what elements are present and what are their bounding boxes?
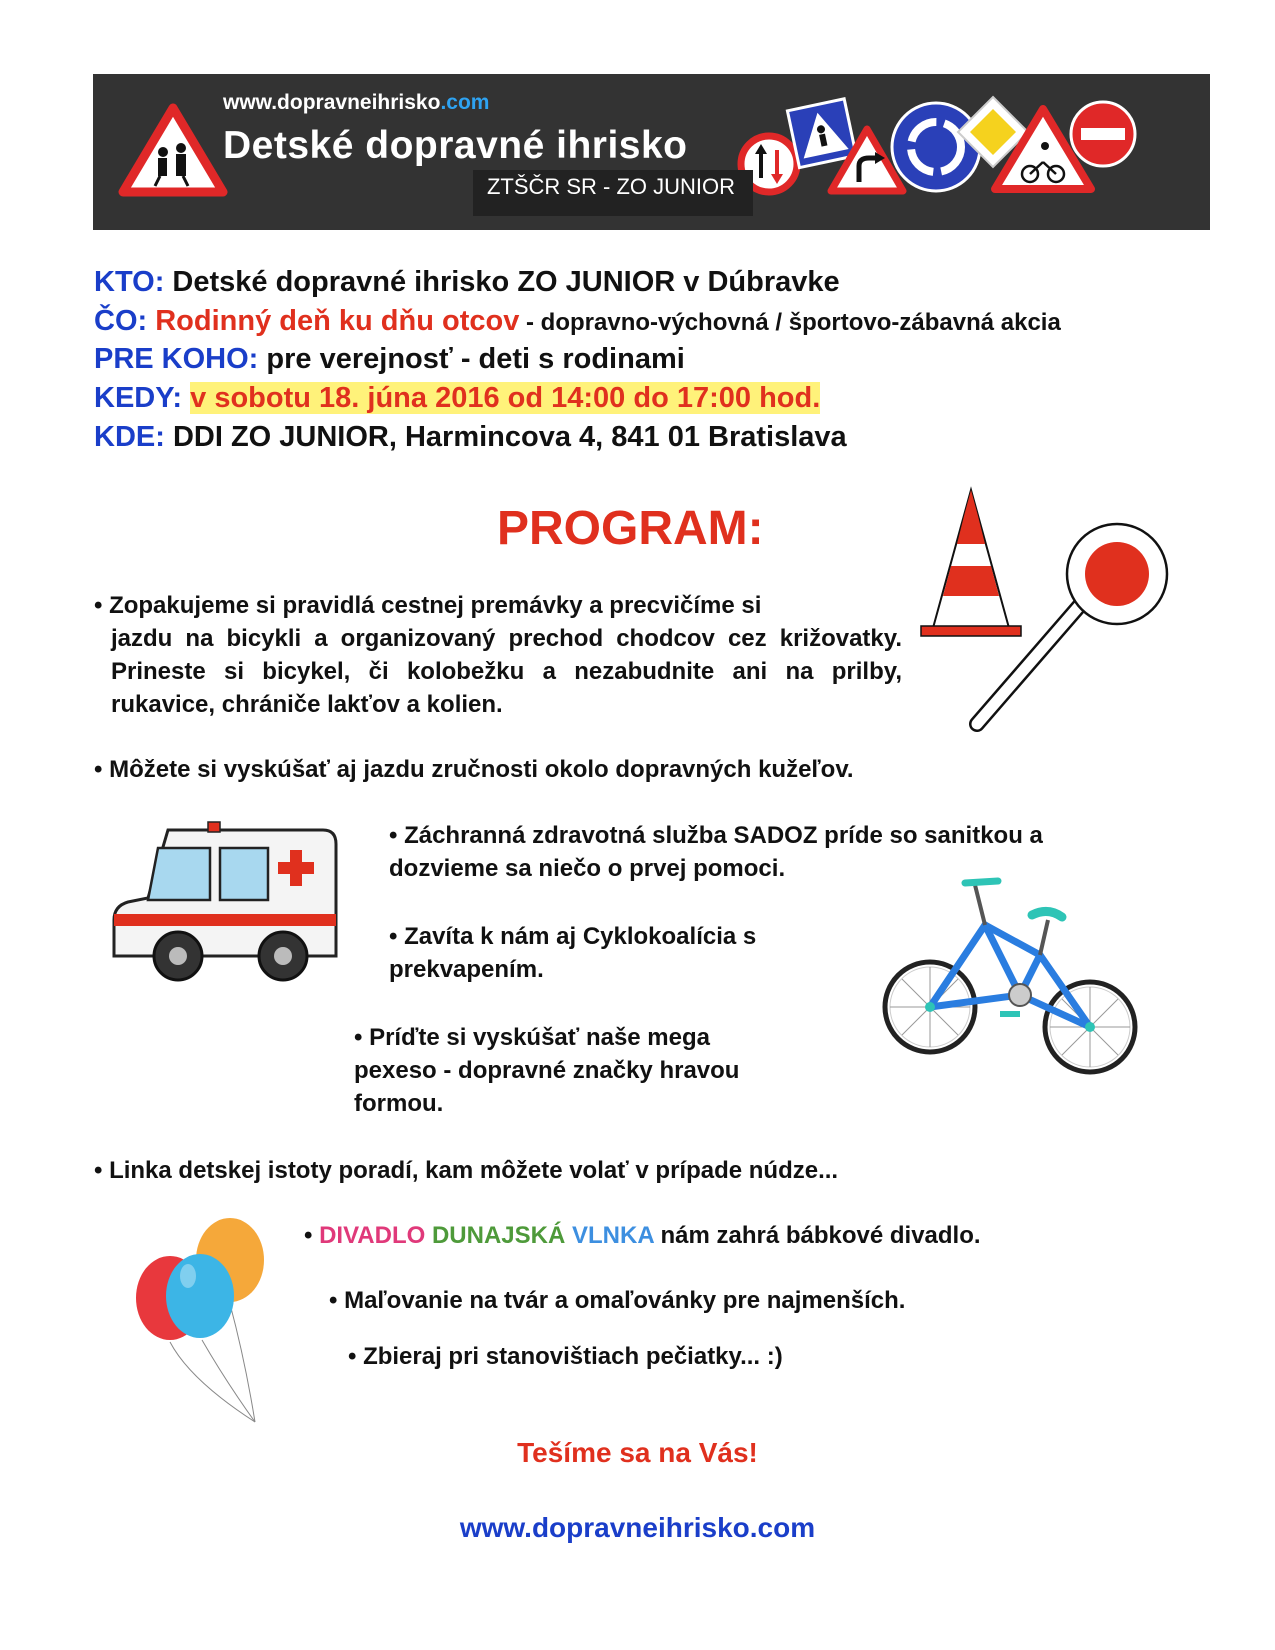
theatre-dunajska: DUNAJSKÁ <box>431 1222 566 1249</box>
kde-value: DDI ZO JUNIOR, Harmincova 4, 841 01 Bratislava <box>172 421 847 453</box>
ambulance-icon <box>108 820 348 986</box>
balloons-icon <box>130 1210 290 1430</box>
program-item-rules-line1: • Zopakujeme si pravidlá cestnej premávky a precvičíme si <box>94 592 762 619</box>
program-title: PROGRAM: <box>497 502 764 555</box>
co-label: ČO: <box>94 305 148 337</box>
pedestrian-crossing-sign-icon <box>787 99 856 168</box>
theatre-bullet: • <box>304 1222 320 1249</box>
theatre-rest: nám zahrá bábkové divadlo. <box>653 1222 981 1249</box>
info-pre-koho <box>94 343 685 376</box>
kto-value: Detské dopravné ihrisko ZO JUNIOR v Dúbravke <box>172 266 840 298</box>
info-co <box>94 305 1061 338</box>
co-extra: - dopravno-výchovná / športovo-zábavná akcia <box>519 309 1061 336</box>
kto-label: KTO: <box>94 266 165 298</box>
footer-url-link[interactable]: www.dopravneihrisko.com <box>459 1512 816 1543</box>
theatre-vlnka: VLNKA <box>572 1222 654 1249</box>
program-item-pexeso: • Príďte si vyskúšať naše mega pexeso - dopravné značky hravou formou. <box>354 1024 740 1117</box>
program-item-cyclokoalicia: • Zavíta k nám aj Cyklokoalícia s prekvapením. <box>389 923 757 983</box>
info-kto <box>94 266 840 299</box>
children-crossing-sign-icon <box>123 108 223 192</box>
co-value: Rodinný deň ku dňu otcov <box>155 305 520 337</box>
theatre-divadlo: DIVADLO <box>319 1222 426 1249</box>
banner-url[interactable] <box>223 91 489 115</box>
no-entry-sign-icon <box>1071 102 1135 166</box>
traffic-cone-icon <box>921 490 1021 636</box>
program-item-cones: • Môžete si vyskúšať aj jazdu zručnosti okolo dopravných kužeľov. <box>94 756 854 783</box>
program-item-rules-rest: jazdu na bicykli a organizovaný prechod chodcov cez križovatky. Prineste si bicykel, či kolobežku a nezabudnite ani na prilby, rukavice, chrániče lakťov a kolien. <box>111 625 902 718</box>
banner-url-tld[interactable]: .com <box>440 91 490 114</box>
kedy-value: v sobotu 18. júna 2016 od 14:00 do 17:00 hod. <box>190 382 821 414</box>
banner-title: Detské dopravné ihrisko <box>223 124 688 167</box>
info-kedy <box>94 382 820 415</box>
banner-subtitle: ZTŠČR SR - ZO JUNIOR <box>486 174 736 199</box>
program-item-stamps: • Zbieraj pri stanovištiach pečiatky... :) <box>348 1343 783 1370</box>
bicycle-icon <box>880 895 1150 1085</box>
program-item-theatre <box>304 1219 981 1252</box>
kde-label: KDE: <box>94 421 165 453</box>
program-item-rules <box>94 589 902 721</box>
banner-url-main[interactable]: www.dopravneihrisko <box>223 91 441 114</box>
roundabout-sign-icon <box>892 103 980 191</box>
info-kde <box>94 421 847 454</box>
kedy-label: KEDY: <box>94 382 183 414</box>
pre-koho-value: pre verejnosť - deti s rodinami <box>266 343 685 375</box>
closing-text: Tešíme sa na Vás! <box>517 1437 758 1468</box>
cone-and-stop-paddle-graphic <box>915 486 1185 736</box>
program-item-face-painting: • Maľovanie na tvár a omaľovánky pre najmenších. <box>329 1287 906 1314</box>
header-banner <box>93 74 1210 230</box>
program-item-helpline: • Linka detskej istoty poradí, kam môžete volať v prípade núdze... <box>94 1157 839 1184</box>
program-item-ambulance: • Záchranná zdravotná služba SADOZ príde so sanitkou a dozvieme sa niečo o prvej pomoci. <box>389 822 1043 882</box>
pre-koho-label: PRE KOHO: <box>94 343 259 375</box>
